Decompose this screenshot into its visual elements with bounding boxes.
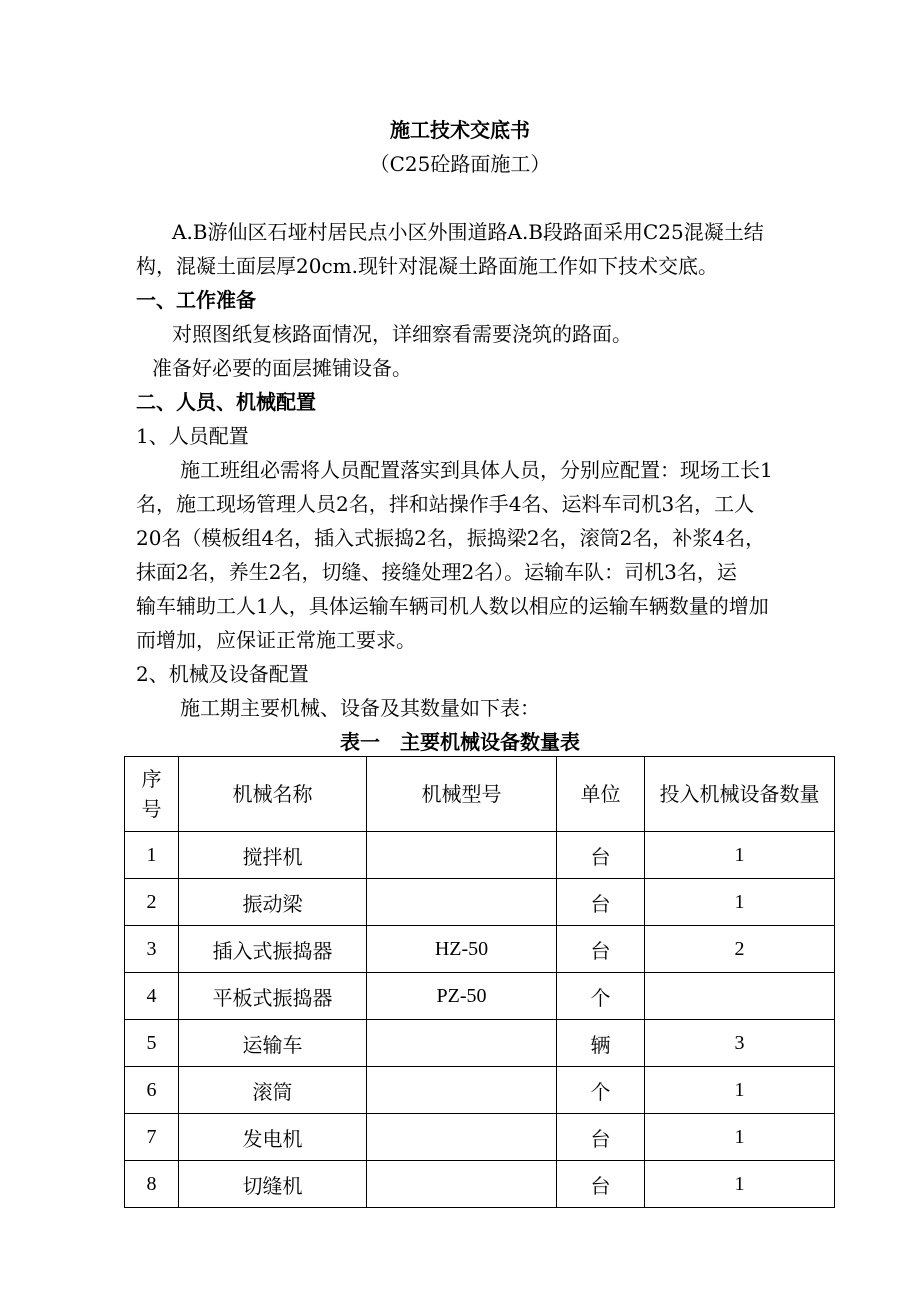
table-header-row xyxy=(125,757,835,832)
cell-qty: 1 xyxy=(645,1114,835,1161)
header-seq-line-1: 序 xyxy=(141,767,162,791)
cell-no: 2 xyxy=(125,879,179,926)
section-1-heading: 一、工作准备 xyxy=(136,288,256,312)
table-row xyxy=(125,926,835,973)
cell-model xyxy=(367,1114,557,1161)
cell-qty: 1 xyxy=(645,832,835,879)
cell-model: PZ-50 xyxy=(367,973,557,1020)
document-title: 施工技术交底书 xyxy=(390,118,530,142)
table-row xyxy=(125,1161,835,1208)
section-2-heading: 二、人员、机械配置 xyxy=(136,390,316,414)
personnel-line-3: 20名（模板组4名，插入式振捣2名，振捣梁2名，滚筒2名，补浆4名， xyxy=(136,526,766,550)
personnel-line-1: 施工班组必需将人员配置落实到具体人员，分别应配置：现场工长1 xyxy=(180,458,773,482)
table-row xyxy=(125,1020,835,1067)
personnel-line-4: 抹面2名，养生2名，切缝、接缝处理2名）。运输车队：司机3名，运 xyxy=(136,560,737,584)
cell-no: 6 xyxy=(125,1067,179,1114)
cell-unit: 个 xyxy=(557,1067,645,1114)
equipment-intro: 施工期主要机械、设备及其数量如下表： xyxy=(180,696,540,720)
table-row xyxy=(125,879,835,926)
section-1-paragraph-2: 准备好必要的面层摊铺设备。 xyxy=(152,356,412,380)
cell-unit: 辆 xyxy=(557,1020,645,1067)
cell-unit: 台 xyxy=(557,832,645,879)
cell-qty: 1 xyxy=(645,879,835,926)
personnel-line-6: 而增加，应保证正常施工要求。 xyxy=(136,628,416,652)
header-seq-line-2: 号 xyxy=(141,797,162,821)
table-row xyxy=(125,832,835,879)
cell-name: 滚筒 xyxy=(179,1067,367,1114)
cell-name: 切缝机 xyxy=(179,1161,367,1208)
subsection-1-heading: 1、人员配置 xyxy=(136,424,249,448)
header-name: 机械名称 xyxy=(179,757,367,832)
cell-qty: 2 xyxy=(645,926,835,973)
cell-name: 插入式振捣器 xyxy=(179,926,367,973)
table-row xyxy=(125,973,835,1020)
table-row xyxy=(125,1114,835,1161)
personnel-line-2: 名，施工现场管理人员2名，拌和站操作手4名、运料车司机3名，工人 xyxy=(136,492,755,516)
header-seq xyxy=(125,757,179,832)
section-1-paragraph-1: 对照图纸复核路面情况，详细察看需要浇筑的路面。 xyxy=(172,322,632,346)
intro-line-1: A.B游仙区石垭村居民点小区外围道路A.B段路面采用C25混凝土结 xyxy=(172,220,764,244)
intro-line-2: 构，混凝土面层厚20cm.现针对混凝土路面施工作如下技术交底。 xyxy=(136,254,718,278)
document-subtitle: （C25砼路面施工） xyxy=(369,152,551,176)
cell-unit: 台 xyxy=(557,926,645,973)
cell-model xyxy=(367,1020,557,1067)
cell-name: 运输车 xyxy=(179,1020,367,1067)
equipment-table xyxy=(124,756,835,1208)
cell-no: 4 xyxy=(125,973,179,1020)
table-row xyxy=(125,1067,835,1114)
cell-name: 平板式振捣器 xyxy=(179,973,367,1020)
cell-model xyxy=(367,879,557,926)
cell-model: HZ-50 xyxy=(367,926,557,973)
cell-qty: 3 xyxy=(645,1020,835,1067)
cell-unit: 台 xyxy=(557,879,645,926)
cell-no: 5 xyxy=(125,1020,179,1067)
cell-no: 8 xyxy=(125,1161,179,1208)
cell-name: 搅拌机 xyxy=(179,832,367,879)
cell-model xyxy=(367,1161,557,1208)
cell-qty: 1 xyxy=(645,1067,835,1114)
cell-model xyxy=(367,1067,557,1114)
cell-no: 7 xyxy=(125,1114,179,1161)
cell-unit: 个 xyxy=(557,973,645,1020)
cell-name: 发电机 xyxy=(179,1114,367,1161)
cell-no: 3 xyxy=(125,926,179,973)
subsection-2-heading: 2、机械及设备配置 xyxy=(136,662,309,686)
personnel-line-5: 输车辅助工人1人，具体运输车辆司机人数以相应的运输车辆数量的增加 xyxy=(136,594,769,618)
cell-no: 1 xyxy=(125,832,179,879)
cell-qty: 1 xyxy=(645,1161,835,1208)
header-unit: 单位 xyxy=(557,757,645,832)
table-caption: 表一 主要机械设备数量表 xyxy=(340,730,580,754)
cell-model xyxy=(367,832,557,879)
cell-name: 振动梁 xyxy=(179,879,367,926)
cell-unit: 台 xyxy=(557,1114,645,1161)
cell-qty xyxy=(645,973,835,1020)
header-model: 机械型号 xyxy=(367,757,557,832)
cell-unit: 台 xyxy=(557,1161,645,1208)
header-qty: 投入机械设备数量 xyxy=(645,757,835,832)
